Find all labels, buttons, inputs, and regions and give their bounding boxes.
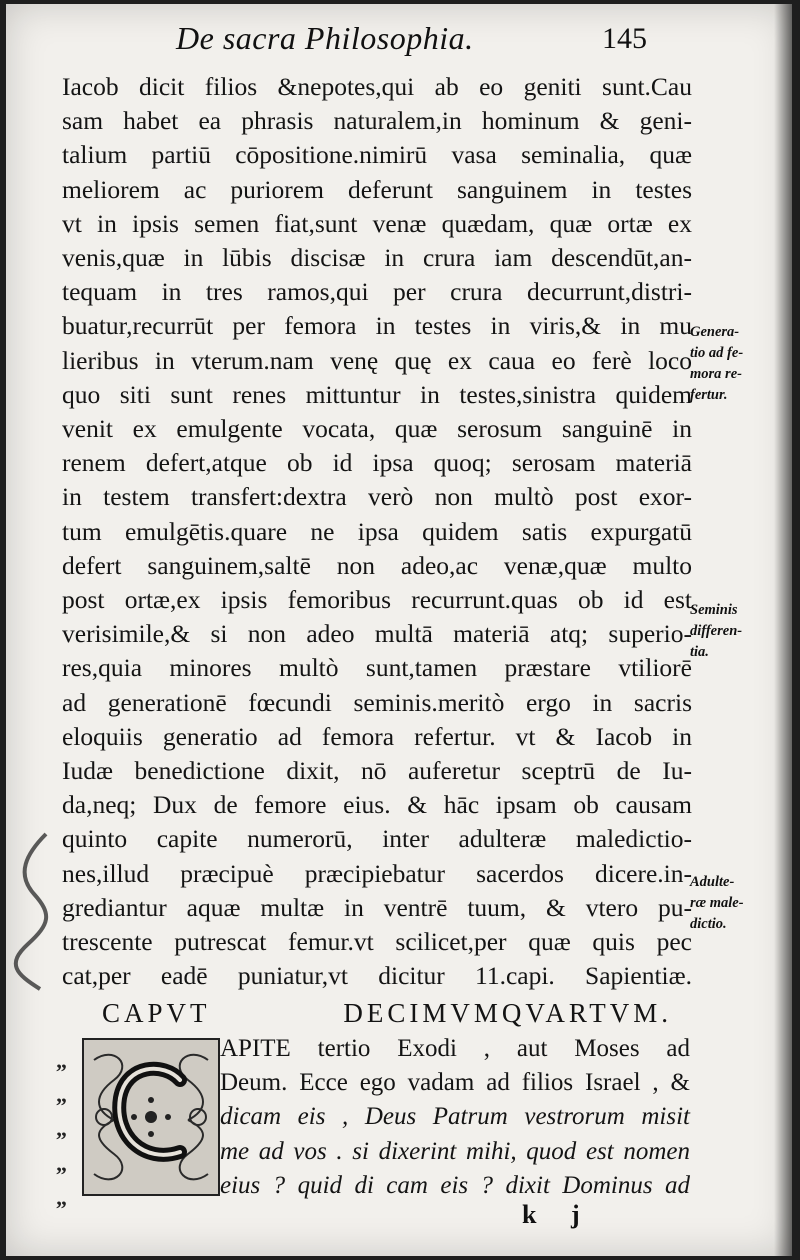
margin-note-seminis (690, 600, 790, 663)
margin-note-line: tio ad fe- (690, 345, 744, 361)
margin-note-adulterae (690, 872, 790, 935)
text-line: me ad vos . si dixerint mihi, quod est nomen (220, 1137, 690, 1165)
text-line: Iacob dicit filios &nepotes,qui ab eo geniti sunt.Cau (62, 72, 692, 101)
margin-note-line: Genera- (690, 324, 740, 340)
text-line: Deum. Ecce ego vadam ad filios Israel , & (220, 1069, 690, 1097)
quote-mark: „ (56, 1116, 67, 1142)
chapter-heading: CAPVT DECIMVMQVARTVM. (102, 998, 672, 1028)
text-line: quinto capite numerorū, inter adulteræ maledictio- (62, 824, 692, 854)
text-line: cat,per eadē puniatur,vt dicitur 11.capi. Sapientiæ. (62, 961, 692, 991)
text-line: tequam in tres ramos,qui per crura decurrunt,distri- (62, 277, 692, 307)
main-text-block (62, 70, 692, 993)
text-line: talium partiū cōpositione.nimirū vasa seminalia, quæ (62, 140, 692, 170)
margin-note-line: mora re- (690, 366, 742, 382)
margin-note-line: dictio. (690, 916, 727, 932)
text-line: buatur,recurrūt per femora in testes in viris,& in mu (62, 311, 692, 341)
text-line: venis,quæ in lūbis discisæ in crura iam descendūt,an- (62, 243, 692, 273)
text-line: in testem transfert:dextra verò non multò post exor- (62, 482, 692, 512)
text-line: meliorem ac puriorem deferunt sanguinem in testes (62, 174, 692, 204)
book-page (6, 4, 792, 1256)
text-line: vt in ipsis semen fiat,sunt venæ quædam, quæ ortæ ex (62, 208, 692, 238)
margin-note-line: differen- (690, 623, 743, 639)
signature-mark: k j (522, 1200, 594, 1229)
text-line: sam habet ea phrasis naturalem,in hominum & geni- (62, 106, 692, 136)
running-title: De sacra Philosophia. (176, 20, 474, 56)
text-line: tum emulgētis.quare ne ipsa quidem satis expurgatū (62, 516, 692, 546)
margin-note-line: Adulte- (690, 874, 735, 890)
margin-note-generatio (690, 322, 790, 406)
quote-mark: „ (56, 1150, 67, 1176)
margin-note-line: fertur. (690, 387, 728, 403)
text-line: renem defert,atque ob id ipsa quoq; serosam materiā (62, 448, 692, 478)
text-line: dicam eis , Deus Patrum vestrorum misit (220, 1103, 690, 1131)
text-line: ad generationē fœcundi seminis.meritò ergo in sacris (62, 687, 692, 717)
text-line: trescente putrescat femur.vt scilicet,per quæ quis pec (62, 927, 692, 957)
text-line: APITE tertio Exodi , aut Moses ad (220, 1035, 690, 1062)
text-line: eius ? quid di cam eis ? dixit Dominus ad (220, 1171, 690, 1199)
chapter-opening-text (220, 1032, 690, 1203)
text-line: defert sanguinem,saltē non adeo,ac venæ,quæ multo (62, 550, 692, 580)
quote-mark: „ (56, 1184, 67, 1210)
text-line: eloquiis generatio ad femora refertur. vt & Iacob in (62, 721, 692, 751)
margin-note-line: tia. (690, 644, 709, 660)
text-line: nes,illud præcipuè præcipiebatur sacerdos dicere.in- (62, 858, 692, 888)
quote-mark: „ (56, 1048, 67, 1073)
text-line: quo siti sunt renes mittuntur in testes,sinistra quidem (62, 379, 692, 409)
ink-smudge (6, 824, 66, 994)
text-line: grediantur aquæ multæ in ventrē tuum, & vtero pu- (62, 892, 692, 922)
page-number: 145 (602, 22, 647, 55)
text-line: lieribus in vterum.nam venę quę ex caua eo ferè loco (62, 345, 692, 375)
text-line: da,neq; Dux de femore eius. & hāc ipsam ob causam (62, 790, 692, 820)
text-line: post ortæ,ex ipsis femoribus recurrunt.quas ob id est (62, 585, 692, 615)
margin-note-line: Seminis (690, 602, 738, 618)
text-line: verisimile,& si non adeo multā materiā atq; superio- (62, 619, 692, 649)
decorated-initial-c (82, 1038, 220, 1196)
page-header (6, 16, 792, 60)
ornament-icon (84, 1040, 218, 1194)
text-line: Iudæ benedictione dixit, nō auferetur sceptrū de Iu- (62, 756, 692, 786)
text-line: res,quia minores multò sunt,tamen præstare vtiliorē (62, 653, 692, 683)
margin-note-line: ræ male- (690, 895, 744, 911)
text-line: venit ex emulgente vocata, quæ serosum sanguinē in (62, 414, 692, 444)
quote-mark: „ (56, 1082, 67, 1108)
quote-marks (56, 1044, 76, 1215)
